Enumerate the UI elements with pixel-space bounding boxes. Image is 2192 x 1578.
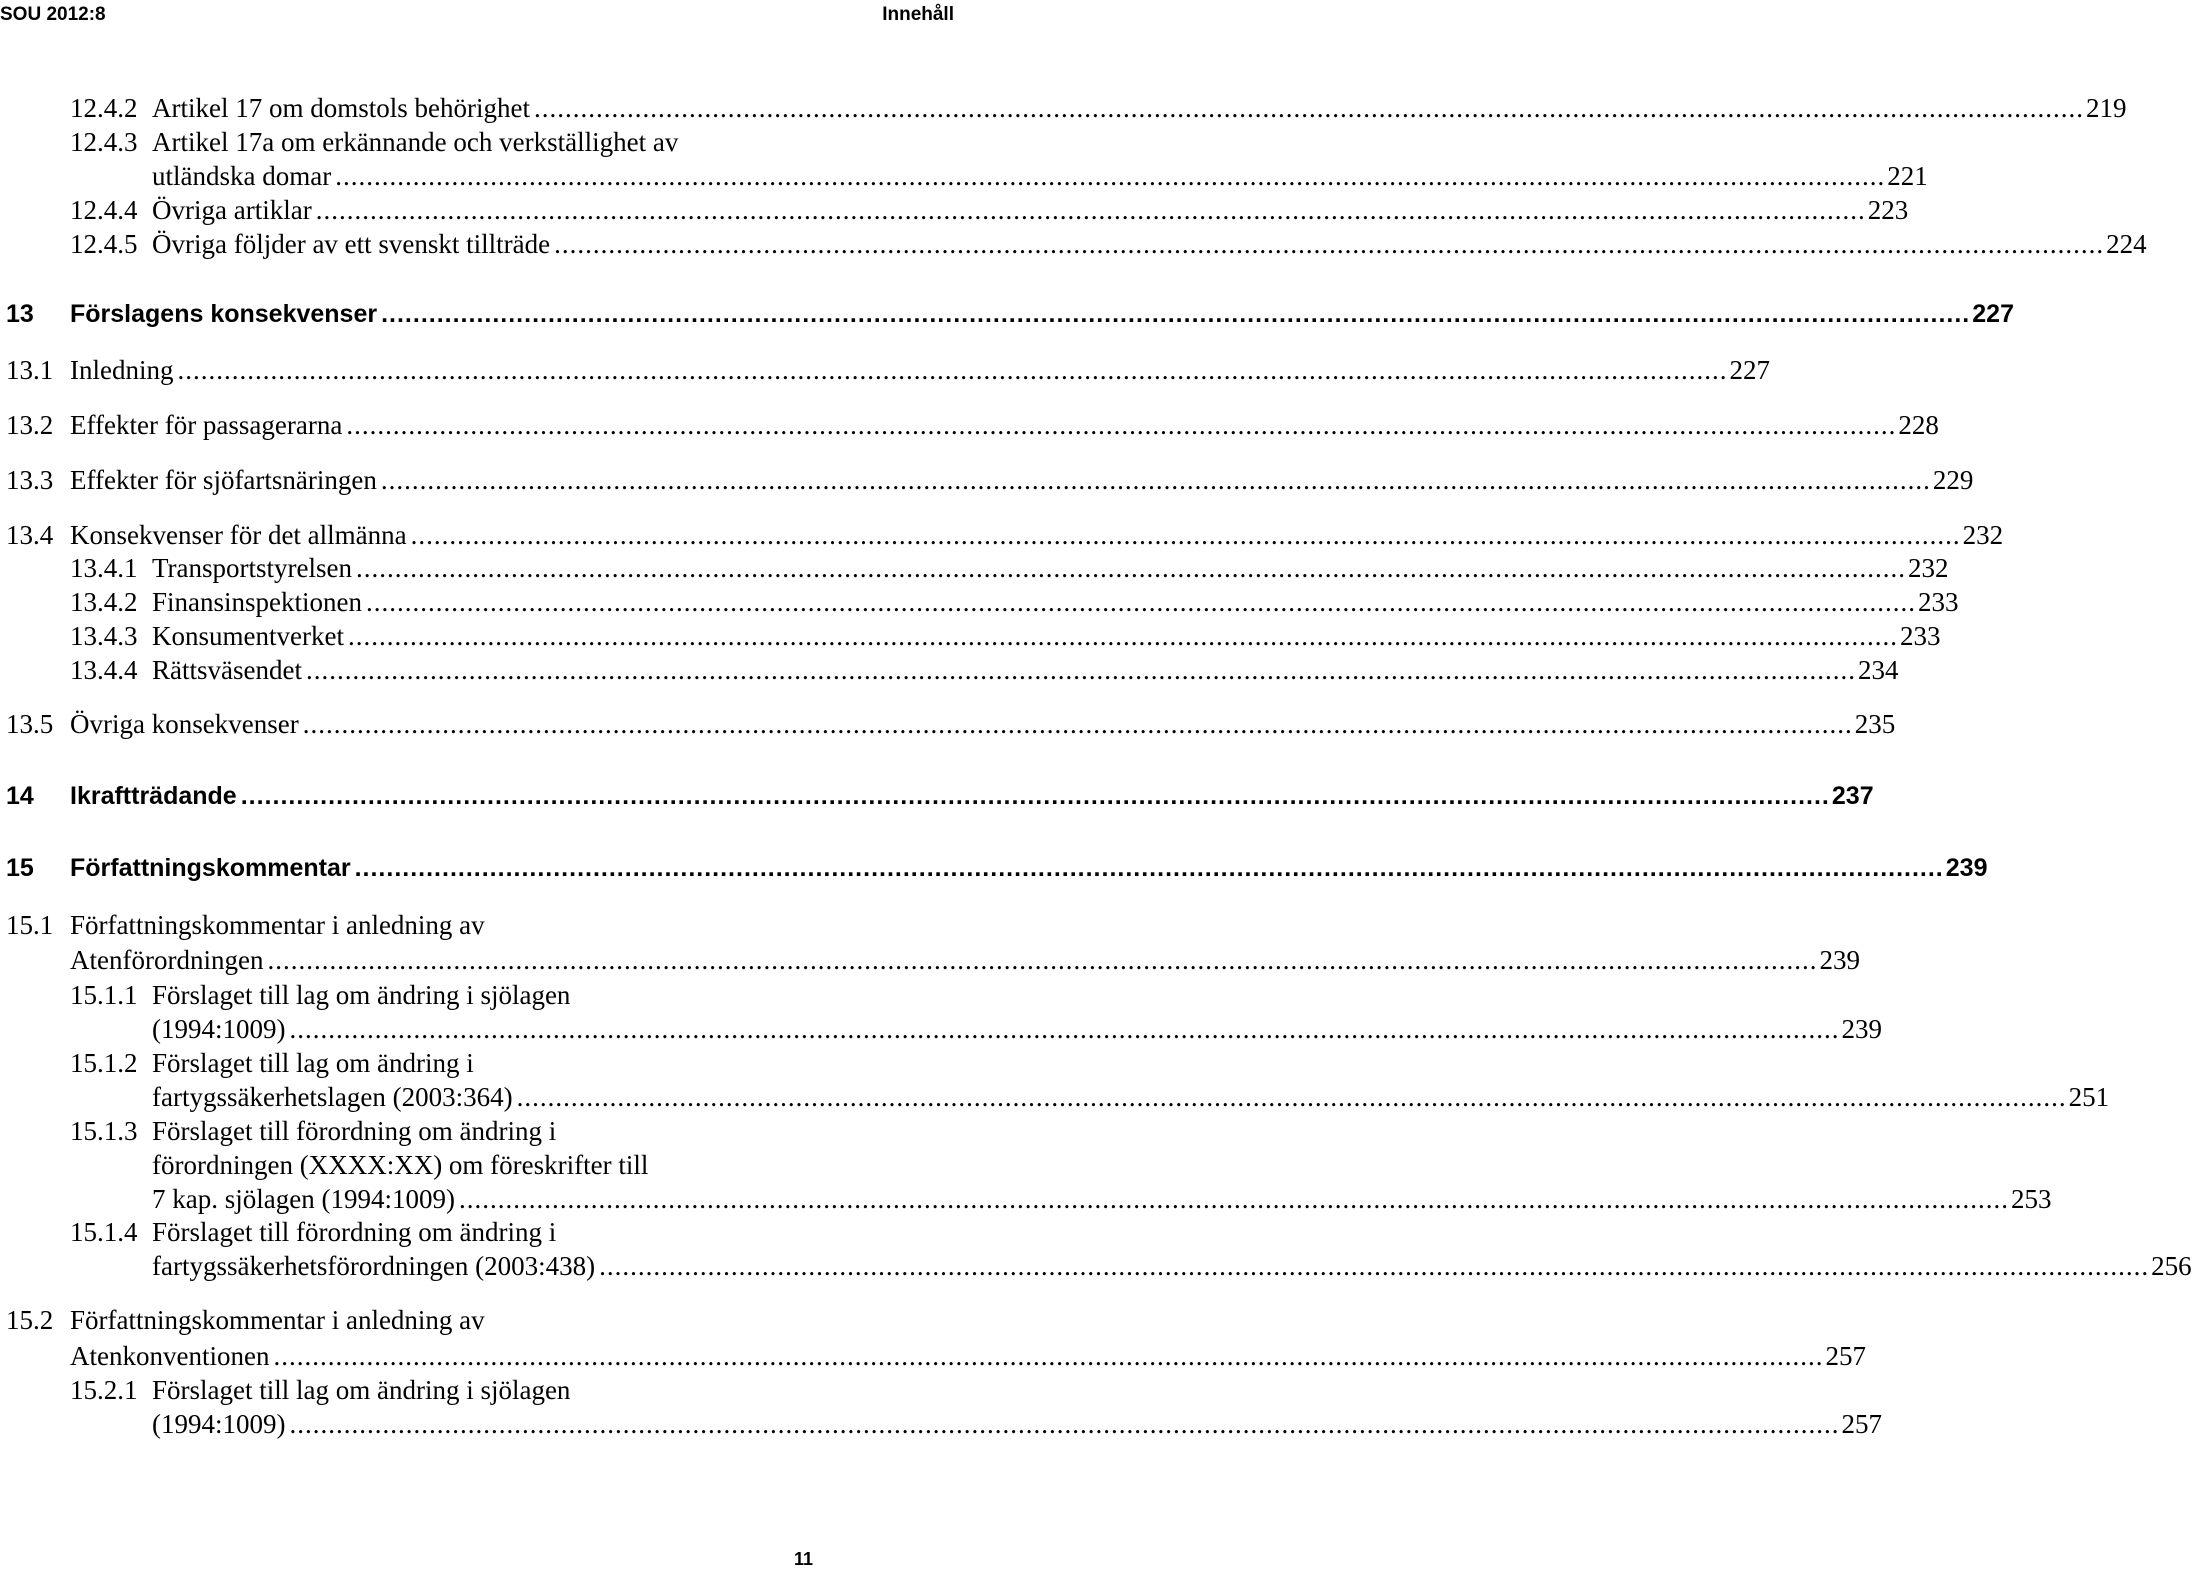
dot-leader: ........................................................................................................................................................................................................ [516,1082,2067,1112]
toc-entry-title: Förslagens konsekvenser [70,300,378,328]
toc-entry-number: 15.2.1 [70,1375,138,1405]
toc-entry-title: Rättsväsendet [152,655,302,685]
toc-entry-number: 15.1.1 [70,980,138,1010]
toc-entry-leader-line [70,943,1860,977]
toc-entry-number: 12.4.4 [70,195,138,225]
toc-entry-leader-line [152,91,2127,125]
toc-entry-number: 15.2 [6,1305,54,1335]
toc-entry-page: 228 [1898,410,1939,440]
document-id: SOU 2012:8 [0,4,106,25]
toc-entry-title-line: Författningskommentar i anledning av [70,910,485,940]
toc-entry-leader-line [70,851,1988,885]
toc-entry-title: Övriga artiklar [152,195,312,225]
toc-entry-title: Konsekvenser för det allmänna [70,520,407,550]
toc-entry-leader-line [152,653,1899,687]
toc-entry-title-line: Förslaget till lag om ändring i sjölagen [152,1375,571,1405]
toc-entry-number: 13.1 [6,355,54,385]
toc-entry-page: 219 [2085,93,2127,123]
dot-leader: ........................................................................................................................................................................................................ [305,655,1856,685]
toc-entry-leader-line [152,159,1928,193]
toc-entry-number: 13.5 [6,709,54,739]
page-number: 11 [793,1549,813,1569]
toc-entry-page: 237 [1831,782,1874,810]
toc-entry-number: 14 [6,782,34,810]
dot-leader: ........................................................................................................................................................................................................ [599,1251,2150,1281]
toc-entry-title: Transportstyrelsen [152,553,352,583]
toc-entry-title: Inledning [70,355,174,385]
dot-leader: ........................................................................................................................................................................................................ [335,161,1886,191]
dot-leader: ........................................................................................................................................................................................................ [354,854,1944,882]
dot-leader: ........................................................................................................................................................................................................ [356,553,1906,583]
toc-entry-page: 227 [1729,355,1770,385]
toc-entry-title-line: förordningen (XXXX:XX) om föreskrifter till [152,1150,649,1180]
toc-entry-number: 13.4 [6,520,54,550]
dot-leader: ........................................................................................................................................................................................................ [289,1014,1840,1044]
toc-entry-title: Effekter för sjöfartsnäringen [70,465,377,495]
toc-entry-leader-line [70,297,2014,331]
toc-entry-leader-line [70,463,1974,497]
toc-entry-leader-line [70,707,1896,741]
toc-entry-page: 239 [1841,1014,1882,1044]
toc-entry-page: 227 [1972,300,2014,328]
dot-leader: ........................................................................................................................................................................................................ [533,93,2084,123]
toc-entry-title-line: Författningskommentar i anledning av [70,1305,485,1335]
toc-entry-title-line: Förslaget till lag om ändring i sjölagen [152,980,571,1010]
toc-entry-title-line: Förslaget till förordning om ändring i [152,1116,557,1146]
toc-entry-title: 7 kap. sjölagen (1994:1009) [152,1184,455,1214]
toc-entry-page: 221 [1887,161,1928,191]
toc-entry-page: 239 [1819,945,1860,975]
toc-entry-number: 13 [6,300,34,328]
toc-entry-number: 13.4.1 [70,553,138,583]
toc-entry-leader-line [152,1407,1882,1441]
toc-entry-title: (1994:1009) [152,1409,286,1439]
toc-entry-number: 13.2 [6,410,54,440]
dot-leader: ........................................................................................................................................................................................................ [458,1184,2009,1214]
toc-entry-title-line: Förslaget till förordning om ändring i [152,1217,557,1247]
dot-leader: ........................................................................................................................................................................................................ [380,465,1931,495]
toc-entry-leader-line [70,353,1770,387]
toc-entry-title: fartygssäkerhetsförordningen (2003:438) [152,1251,596,1281]
toc-entry-number: 13.4.4 [70,655,138,685]
dot-leader: ........................................................................................................................................................................................................ [366,587,1916,617]
toc-entry-leader-line [152,585,1959,619]
toc-entry-title: Konsumentverket [152,621,344,651]
toc-entry-number: 12.4.3 [70,127,138,157]
toc-entry-leader-line [70,779,1874,813]
toc-entry-page: 233 [1899,621,1941,651]
toc-entry-page: 253 [2010,1184,2052,1214]
dot-leader: ........................................................................................................................................................................................................ [381,300,1971,328]
toc-entry-page: 257 [1825,1341,1866,1371]
dot-leader: ........................................................................................................................................................................................................ [410,520,1961,550]
dot-leader: ........................................................................................................................................................................................................ [289,1409,1840,1439]
toc-entry-leader-line [70,518,2004,552]
toc-entry-title: Atenförordningen [70,945,264,975]
toc-entry-page: 256 [2151,1251,2192,1281]
toc-entry-page: 223 [1867,195,1909,225]
toc-entry-page: 239 [1945,854,1988,882]
toc-entry-page: 233 [1918,587,1959,617]
toc-entry-title: Författningskommentar [70,854,351,882]
toc-entry-page: 234 [1857,655,1899,685]
toc-entry-number: 13.3 [6,465,54,495]
toc-entry-page: 224 [2106,229,2147,259]
toc-entry-title-line: Artikel 17a om erkännande och verkställighet av [152,127,679,157]
toc-entry-number: 15.1.4 [70,1217,138,1247]
toc-entry-number: 12.4.2 [70,93,138,123]
dot-leader: ........................................................................................................................................................................................................ [554,229,2105,259]
toc-entry-page: 251 [2068,1082,2110,1112]
toc-entry-leader-line [70,1339,1866,1373]
toc-entry-number: 15.1.2 [70,1048,138,1078]
toc-entry-page: 235 [1854,709,1896,739]
toc-entry-number: 15 [6,854,34,882]
toc-entry-number: 13.4.3 [70,621,138,651]
toc-entry-title: Ikraftträdande [70,782,237,810]
toc-entry-title: fartygssäkerhetslagen (2003:364) [152,1082,513,1112]
toc-entry-leader-line [152,551,1949,585]
section-title: Innehåll [882,4,954,25]
dot-leader: ........................................................................................................................................................................................................ [302,709,1853,739]
toc-entry-title: Artikel 17 om domstols behörighet [152,93,530,123]
toc-entry-title: Atenkonventionen [70,1341,270,1371]
toc-entry-number: 15.1 [6,910,54,940]
toc-entry-leader-line [152,193,1909,227]
toc-entry-leader-line [152,1012,1882,1046]
toc-entry-number: 12.4.5 [70,229,138,259]
toc-entry-title: Övriga följder av ett svenskt tillträde [152,229,551,259]
toc-entry-number: 15.1.3 [70,1116,138,1146]
toc-entry-page: 257 [1841,1409,1882,1439]
toc-entry-title: utländska domar [152,161,332,191]
dot-leader: ........................................................................................................................................................................................................ [315,195,1866,225]
toc-entry-leader-line [152,1080,2110,1114]
toc-entry-page: 232 [1908,553,1949,583]
toc-entry-title: (1994:1009) [152,1014,286,1044]
dot-leader: ........................................................................................................................................................................................................ [177,355,1728,385]
toc-entry-leader-line [152,619,1941,653]
toc-entry-leader-line [152,227,2147,261]
toc-entry-number: 13.4.2 [70,587,138,617]
dot-leader: ........................................................................................................................................................................................................ [267,945,1818,975]
toc-entry-leader-line [70,408,1939,442]
toc-entry-page: 229 [1932,465,1974,495]
toc-entry-title: Effekter för passagerarna [70,410,343,440]
toc-entry-title: Övriga konsekvenser [70,709,299,739]
dot-leader: ........................................................................................................................................................................................................ [346,410,1897,440]
toc-entry-title-line: Förslaget till lag om ändring i [152,1048,474,1078]
dot-leader: ........................................................................................................................................................................................................ [273,1341,1824,1371]
dot-leader: ........................................................................................................................................................................................................ [240,782,1830,810]
toc-entry-leader-line [152,1182,2052,1216]
dot-leader: ........................................................................................................................................................................................................ [347,621,1898,651]
toc-entry-page: 232 [1962,520,2004,550]
toc-entry-leader-line [152,1249,2192,1283]
toc-entry-title: Finansinspektionen [152,587,362,617]
